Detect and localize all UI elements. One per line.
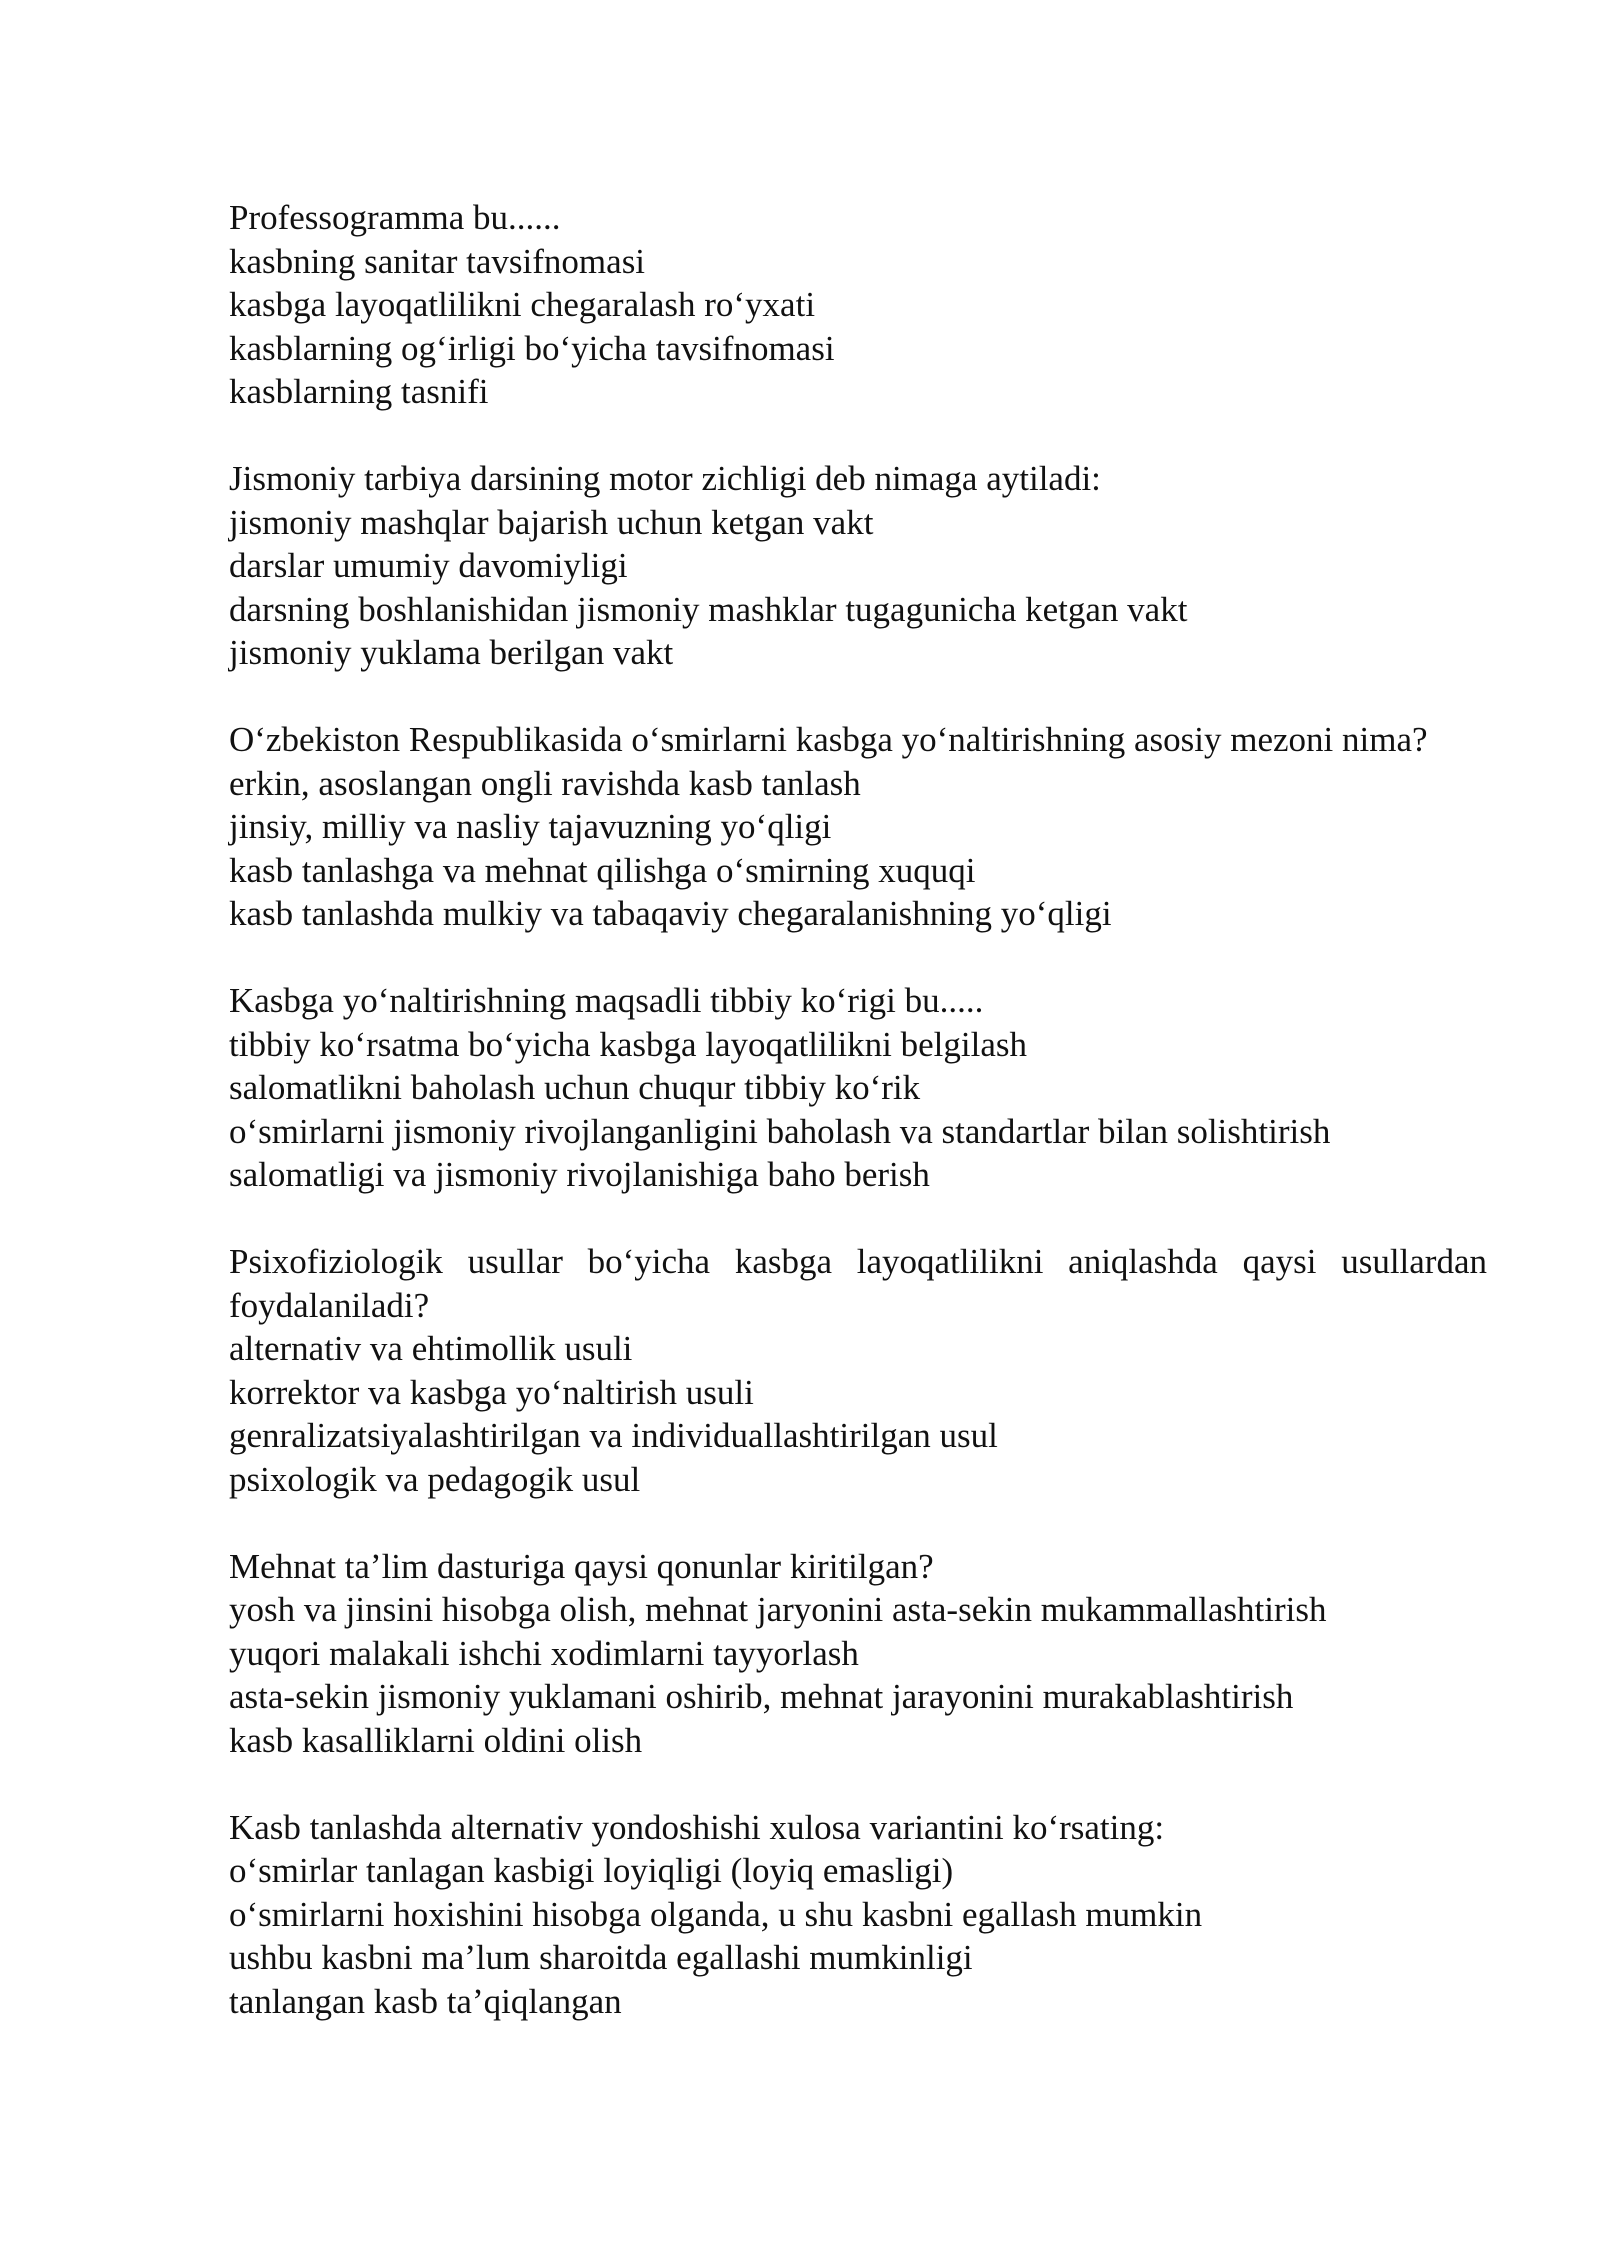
answer-option: korrektor va kasbga yoʻnaltirish usuli xyxy=(229,1372,754,1412)
answer-option: kasb tanlashga va mehnat qilishga oʻsmirning xuquqi xyxy=(229,850,976,890)
question-text: Mehnat taʼlim dasturiga qaysi qonunlar kiritilgan? xyxy=(229,1546,934,1586)
answer-option: oʻsmirlarni hoxishini hisobga olganda, u shu kasbni egallash mumkin xyxy=(229,1894,1203,1934)
question-block-5 xyxy=(229,1240,1487,1501)
question-block-1 xyxy=(229,196,1487,414)
document-body xyxy=(229,196,1487,2067)
question-text: Oʻzbekiston Respublikasida oʻsmirlarni kasbga yoʻnaltirishning asosiy mezoni nima? xyxy=(229,720,1428,759)
answer-option: ushbu kasbni maʼlum sharoitda egallashi mumkinligi xyxy=(229,1938,973,1977)
answer-option: kasbga layoqatlilikni chegaralash roʻyxati xyxy=(229,285,816,324)
answer-option: kasbning sanitar tavsifnomasi xyxy=(229,241,646,281)
answer-option: kasblarning tasnifi xyxy=(229,372,489,411)
answer-option: kasb kasalliklarni oldini olish xyxy=(229,1720,643,1760)
answer-option: jismoniy mashqlar bajarish uchun ketgan vakt xyxy=(229,502,874,542)
answer-option: kasb tanlashda mulkiy va tabaqaviy chegaralanishning yoʻqligi xyxy=(229,894,1112,933)
answer-option: yuqori malakali ishchi xodimlarni tayyorlash xyxy=(229,1633,859,1673)
question-text: Psixofiziologik usullar boʻyicha kasbga layoqatlilikni aniqlashda qaysi usullardan foydalaniladi? xyxy=(229,1242,1487,1325)
question-block-4 xyxy=(229,979,1487,1197)
answer-option: darslar umumiy davomiyligi xyxy=(229,546,628,585)
answer-option: jinsiy, milliy va nasliy tajavuzning yoʻqligi xyxy=(229,807,832,846)
answer-option: genralizatsiyalashtirilgan va individuallashtirilgan usul xyxy=(229,1416,998,1455)
answer-option: yosh va jinsini hisobga olish, mehnat jaryonini asta-sekin mukammallashtirish xyxy=(229,1590,1327,1629)
answer-option: jismoniy yuklama berilgan vakt xyxy=(229,633,674,672)
answer-option: tibbiy koʻrsatma boʻyicha kasbga layoqatlilikni belgilash xyxy=(229,1024,1028,1064)
answer-option: salomatlikni baholash uchun chuqur tibbiy koʻrik xyxy=(229,1068,921,1107)
question-block-3 xyxy=(229,718,1487,936)
answer-option: tanlangan kasb taʼqiqlangan xyxy=(229,1981,622,2021)
question-text: Jismoniy tarbiya darsining motor zichligi deb nimaga aytiladi: xyxy=(229,459,1101,498)
question-block-7 xyxy=(229,1806,1487,2024)
answer-option: erkin, asoslangan ongli ravishda kasb tanlash xyxy=(229,763,861,803)
answer-option: darsning boshlanishidan jismoniy mashklar tugagunicha ketgan vakt xyxy=(229,589,1188,629)
answer-option: alternativ va ehtimollik usuli xyxy=(229,1329,633,1368)
answer-option: psixologik va pedagogik usul xyxy=(229,1459,641,1499)
question-text: Professogramma bu...... xyxy=(229,198,561,237)
question-block-6 xyxy=(229,1545,1487,1763)
question-block-2 xyxy=(229,457,1487,675)
answer-option: asta-sekin jismoniy yuklamani oshirib, mehnat jarayonini murakablashtirish xyxy=(229,1677,1294,1716)
answer-option: kasblarning ogʻirligi boʻyicha tavsifnomasi xyxy=(229,328,835,368)
question-text: Kasbga yoʻnaltirishning maqsadli tibbiy koʻrigi bu..... xyxy=(229,981,984,1020)
answer-option: salomatligi va jismoniy rivojlanishiga baho berish xyxy=(229,1155,930,1194)
question-text: Kasb tanlashda alternativ yondoshishi xulosa variantini koʻrsating: xyxy=(229,1807,1165,1847)
answer-option: oʻsmirlar tanlagan kasbigi loyiqligi (loyiq emasligi) xyxy=(229,1851,954,1890)
answer-option: oʻsmirlarni jismoniy rivojlanganligini baholash va standartlar bilan solishtirish xyxy=(229,1111,1331,1151)
